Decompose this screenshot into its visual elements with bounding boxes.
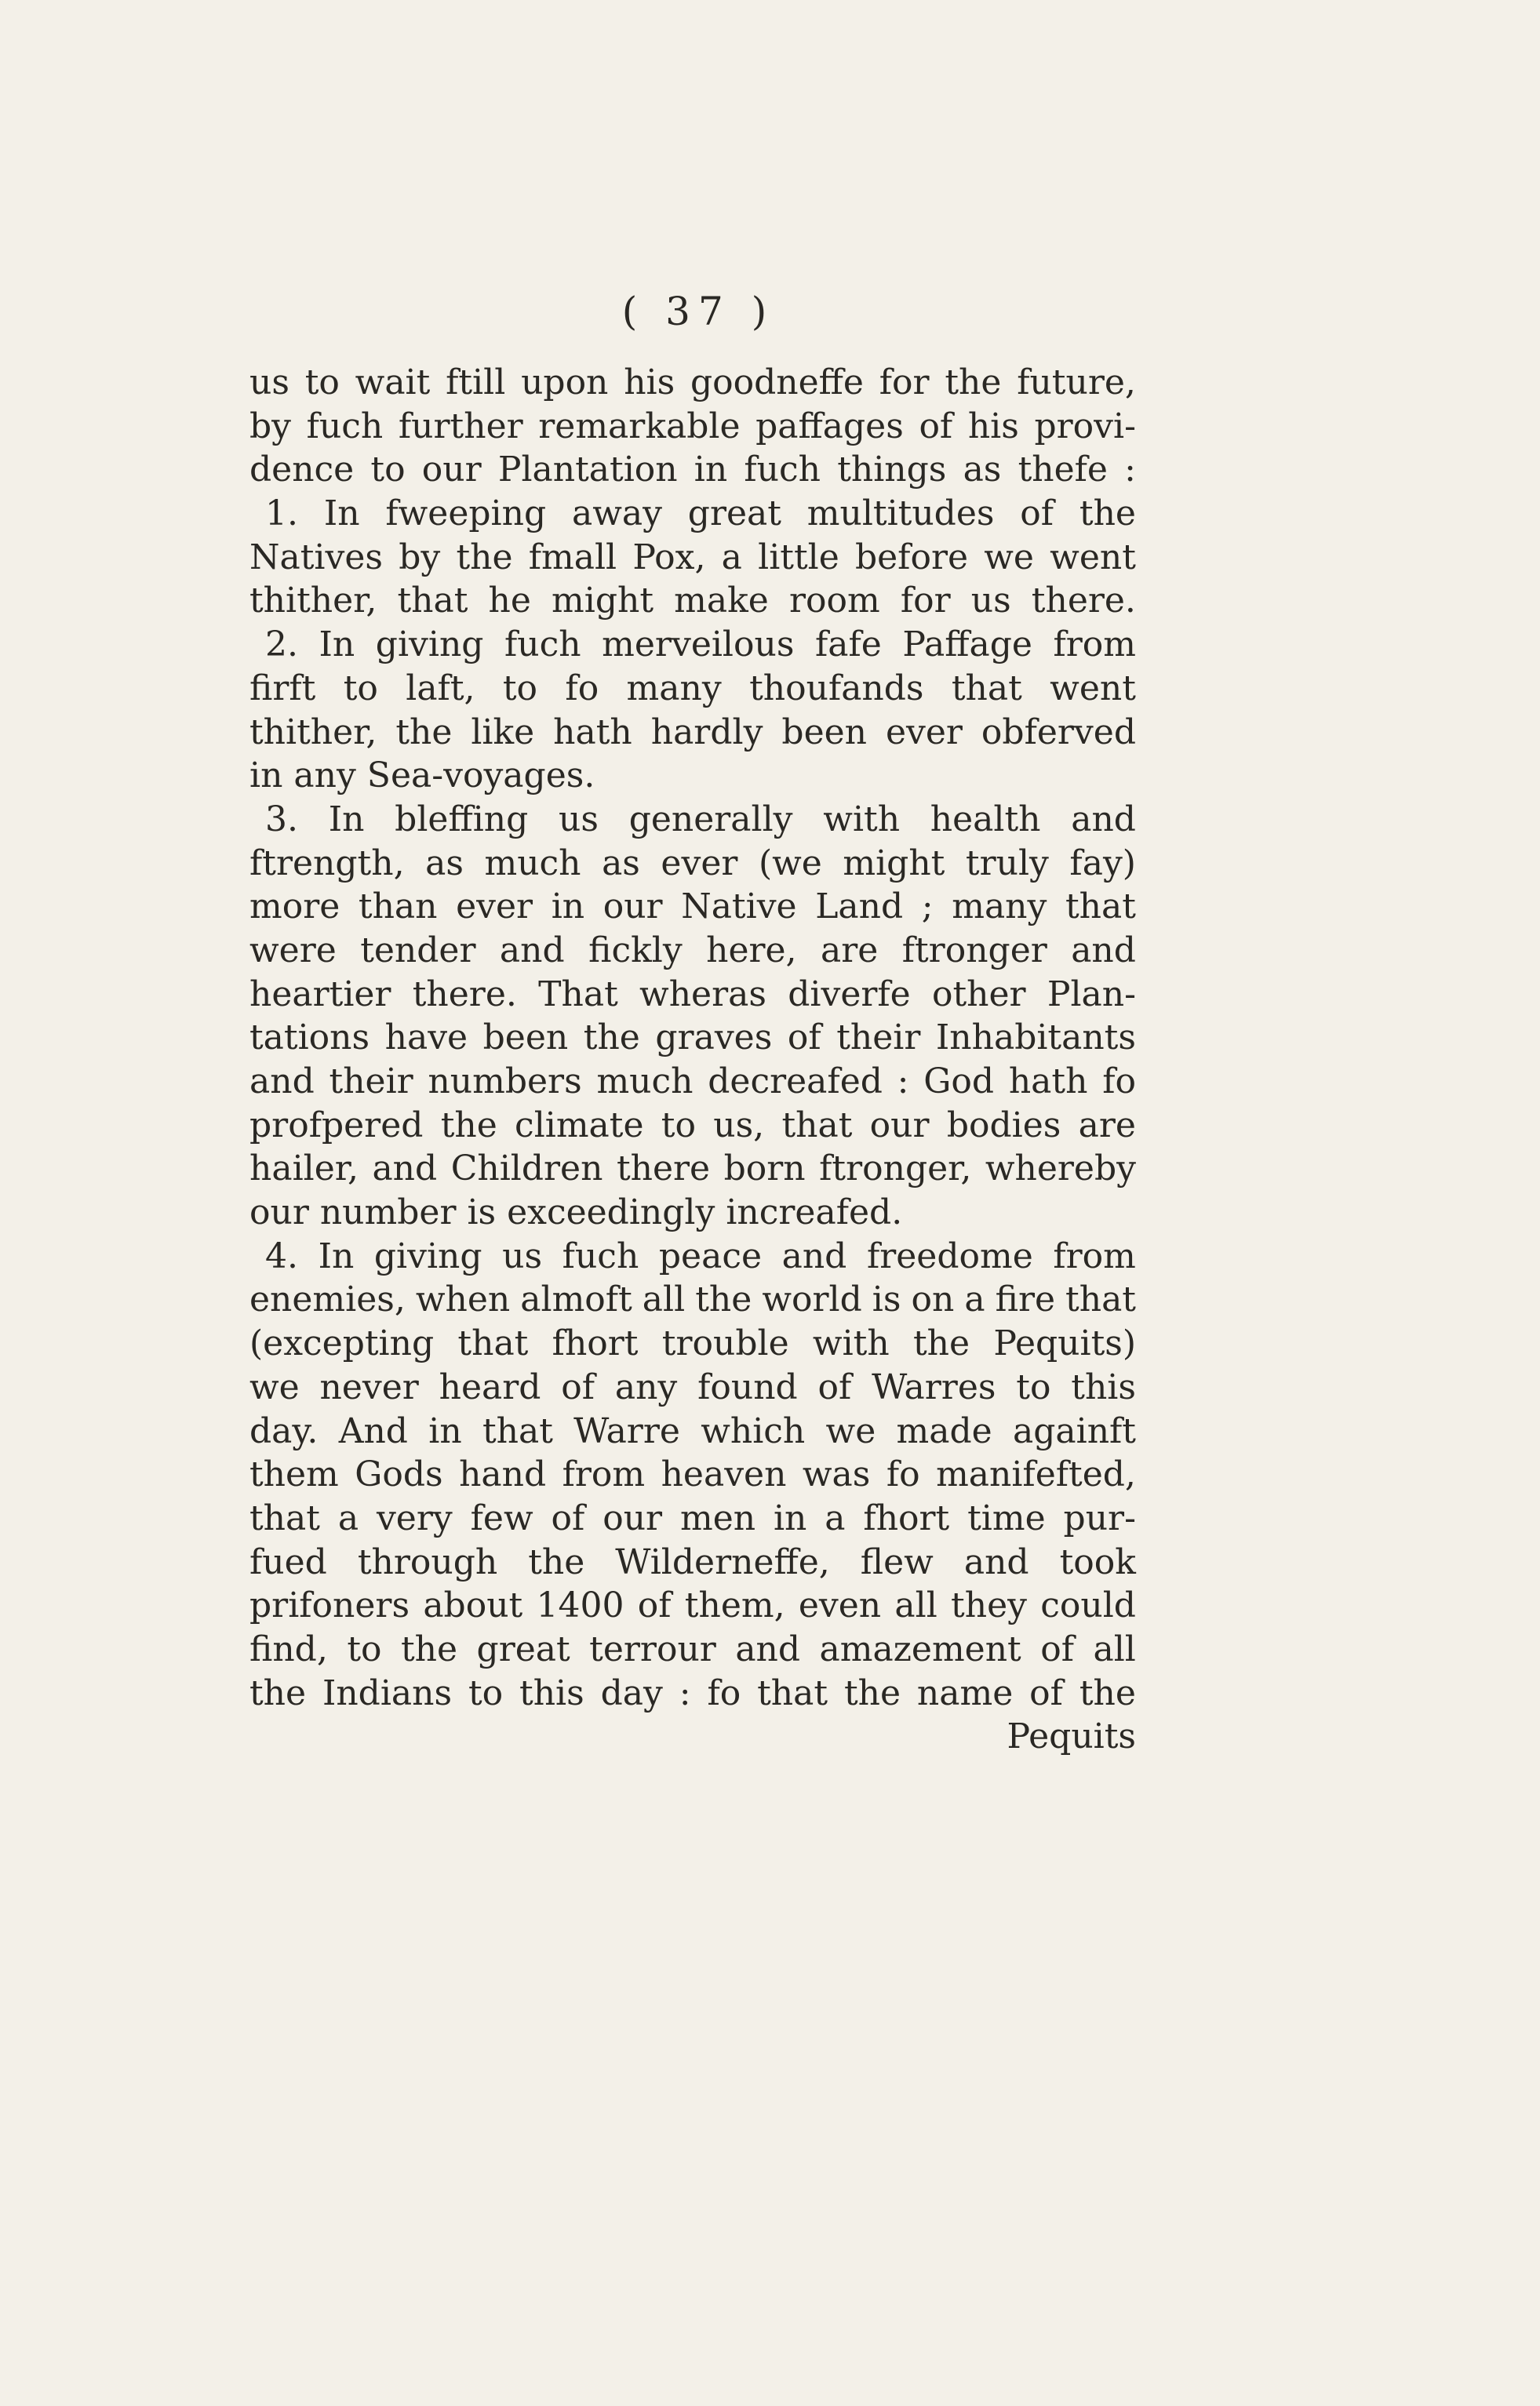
word: fire bbox=[995, 1279, 1056, 1320]
word: Warre bbox=[573, 1410, 680, 1451]
word: us bbox=[502, 1236, 543, 1276]
word: them bbox=[249, 1454, 339, 1495]
word: ; bbox=[921, 886, 934, 927]
word: dence bbox=[249, 450, 355, 490]
word: and bbox=[1071, 799, 1136, 839]
word: which bbox=[701, 1410, 806, 1451]
word: for bbox=[879, 362, 930, 402]
word: againft bbox=[1012, 1410, 1136, 1451]
word: went bbox=[1050, 668, 1136, 708]
text-line bbox=[249, 885, 1136, 929]
word: In bbox=[323, 493, 360, 534]
text-line bbox=[249, 798, 1136, 842]
word: fued bbox=[249, 1542, 327, 1582]
word: are bbox=[1078, 1105, 1136, 1145]
word: been bbox=[781, 712, 867, 752]
word: been bbox=[482, 1017, 569, 1058]
word: away bbox=[571, 493, 662, 534]
word: decreafed bbox=[708, 1061, 883, 1101]
word: that bbox=[1065, 886, 1136, 927]
word: (we bbox=[758, 843, 822, 883]
word: from bbox=[1053, 1236, 1136, 1276]
word: a bbox=[337, 1498, 359, 1538]
word: Warres bbox=[872, 1367, 996, 1407]
word: hailer, bbox=[249, 1148, 359, 1189]
word: the bbox=[395, 712, 453, 752]
word: them, bbox=[684, 1585, 785, 1626]
word: with bbox=[823, 799, 901, 839]
word: us, bbox=[713, 1105, 765, 1145]
word: Inhabitants bbox=[935, 1017, 1136, 1058]
word: heaven bbox=[661, 1454, 787, 1495]
word: prifoners bbox=[249, 1585, 410, 1626]
word: : bbox=[1124, 450, 1136, 490]
word: trouble bbox=[661, 1323, 789, 1364]
word: his bbox=[967, 406, 1019, 446]
word: that bbox=[951, 668, 1022, 708]
word: fo bbox=[1102, 1061, 1136, 1101]
word: ever bbox=[456, 886, 533, 927]
word: heard bbox=[439, 1367, 541, 1407]
word: wheras bbox=[639, 974, 766, 1014]
word: by bbox=[249, 406, 292, 446]
word: fhort bbox=[863, 1498, 950, 1538]
word: a bbox=[721, 537, 742, 577]
word: here, bbox=[706, 930, 797, 970]
word: his bbox=[624, 362, 675, 402]
word: to bbox=[343, 668, 378, 708]
text-line: our number is exceedingly increafed. bbox=[249, 1192, 903, 1233]
word: hath bbox=[553, 712, 632, 752]
text-line bbox=[249, 1497, 1136, 1541]
word: on bbox=[911, 1279, 955, 1320]
word: world bbox=[762, 1279, 862, 1320]
word: 1400 bbox=[536, 1585, 624, 1626]
word: thither, bbox=[249, 712, 377, 752]
word: 1. bbox=[265, 493, 298, 534]
word: 3. bbox=[265, 799, 298, 839]
word: tations bbox=[249, 1017, 370, 1058]
word: in bbox=[773, 1498, 807, 1538]
word: and bbox=[249, 1061, 315, 1101]
text-line bbox=[249, 1584, 1136, 1628]
word: Indians bbox=[322, 1673, 453, 1713]
word: ftronger bbox=[901, 930, 1047, 970]
text-line bbox=[249, 492, 1136, 536]
word: goodneffe bbox=[690, 362, 864, 402]
text-line bbox=[249, 667, 1136, 711]
text-line bbox=[249, 1628, 1136, 1672]
word: day bbox=[600, 1673, 663, 1713]
word: in bbox=[694, 450, 728, 490]
word: bodies bbox=[946, 1105, 1061, 1145]
word: make bbox=[674, 581, 769, 621]
word: further bbox=[398, 406, 523, 446]
word: as bbox=[963, 450, 1002, 490]
word: Plan- bbox=[1047, 974, 1136, 1014]
word: enemies, bbox=[249, 1279, 406, 1320]
text-line bbox=[249, 929, 1136, 973]
word: freedome bbox=[866, 1236, 1033, 1276]
word: time bbox=[967, 1498, 1046, 1538]
word: our bbox=[869, 1105, 930, 1145]
word: the bbox=[583, 1017, 640, 1058]
word: obferved bbox=[981, 712, 1136, 752]
word: health bbox=[930, 799, 1041, 839]
word: a bbox=[964, 1279, 985, 1320]
word: fhort bbox=[552, 1323, 639, 1364]
text-line bbox=[249, 1410, 1136, 1454]
word: and bbox=[1071, 930, 1136, 970]
word: almoft bbox=[520, 1279, 632, 1320]
word: through bbox=[357, 1542, 498, 1582]
word: In bbox=[318, 1236, 355, 1276]
body-text bbox=[249, 361, 1136, 1759]
word: bleffing bbox=[395, 799, 529, 839]
word: born bbox=[723, 1148, 806, 1189]
word: of bbox=[919, 406, 953, 446]
word: Pox, bbox=[632, 537, 706, 577]
word: Natives bbox=[249, 537, 383, 577]
word: hardly bbox=[650, 712, 763, 752]
word: In bbox=[328, 799, 365, 839]
word: firft bbox=[249, 668, 316, 708]
word: ever bbox=[885, 712, 963, 752]
word: of bbox=[787, 1017, 821, 1058]
word: room bbox=[788, 581, 880, 621]
word: us bbox=[559, 799, 599, 839]
word: us bbox=[249, 362, 289, 402]
word: terrour bbox=[589, 1629, 716, 1669]
word: fweeping bbox=[385, 493, 547, 534]
word: they bbox=[951, 1585, 1027, 1626]
word: like bbox=[471, 712, 535, 752]
word: fay) bbox=[1069, 843, 1136, 883]
word: he bbox=[488, 581, 531, 621]
word: laft, bbox=[406, 668, 475, 708]
word: profpered bbox=[249, 1105, 424, 1145]
word: paffages bbox=[755, 406, 904, 446]
word: That bbox=[538, 974, 618, 1014]
word: ftrength, bbox=[249, 843, 405, 883]
word: And bbox=[338, 1410, 408, 1451]
word: we bbox=[984, 537, 1034, 577]
text-line: in any Sea-voyages. bbox=[249, 755, 595, 796]
word: could bbox=[1040, 1585, 1136, 1626]
word: to bbox=[304, 362, 340, 402]
text-line bbox=[249, 1322, 1136, 1366]
catchword: Pequits bbox=[1007, 1716, 1136, 1757]
word: for bbox=[900, 581, 951, 621]
word: of bbox=[551, 1498, 585, 1538]
word: of bbox=[1020, 493, 1054, 534]
text-line bbox=[249, 623, 1136, 667]
text-line bbox=[249, 361, 1136, 405]
word: their bbox=[836, 1017, 921, 1058]
word: and bbox=[372, 1148, 438, 1189]
word: multitudes bbox=[806, 493, 995, 534]
word: generally bbox=[628, 799, 793, 839]
word: to bbox=[347, 1629, 382, 1669]
word: whereby bbox=[985, 1148, 1136, 1189]
word: In bbox=[319, 624, 355, 665]
text-line bbox=[249, 1366, 1136, 1410]
word: the bbox=[843, 1673, 901, 1713]
text-line bbox=[249, 1016, 1136, 1060]
word: from bbox=[1053, 624, 1136, 665]
word: thither, bbox=[249, 581, 377, 621]
word: we bbox=[825, 1410, 876, 1451]
text-line bbox=[249, 405, 1136, 449]
word: hand bbox=[459, 1454, 547, 1495]
word: was bbox=[802, 1454, 871, 1495]
word: that bbox=[1065, 1279, 1136, 1320]
word: things bbox=[837, 450, 947, 490]
word: this bbox=[519, 1673, 584, 1713]
word: there. bbox=[412, 974, 517, 1014]
word: and bbox=[499, 930, 565, 970]
text-line bbox=[249, 1278, 1136, 1322]
word: fo bbox=[565, 668, 599, 708]
word: merveilous bbox=[602, 624, 795, 665]
word: found bbox=[697, 1367, 798, 1407]
word: heartier bbox=[249, 974, 391, 1014]
word: the bbox=[945, 362, 1002, 402]
word: the bbox=[440, 1105, 497, 1145]
word: as bbox=[602, 843, 640, 883]
text-line bbox=[249, 1060, 1136, 1104]
word: of bbox=[637, 1585, 672, 1626]
word: are bbox=[820, 930, 879, 970]
word: peace bbox=[658, 1236, 762, 1276]
word: giving bbox=[375, 624, 484, 665]
word: little bbox=[758, 537, 839, 577]
word: Land bbox=[815, 886, 904, 927]
word: made bbox=[896, 1410, 992, 1451]
word: ftronger, bbox=[819, 1148, 972, 1189]
word: that bbox=[397, 581, 468, 621]
word: us bbox=[970, 581, 1011, 621]
word: Gods bbox=[355, 1454, 443, 1495]
word: never bbox=[319, 1367, 419, 1407]
word: Pequits) bbox=[993, 1323, 1136, 1364]
word: there bbox=[616, 1148, 711, 1189]
word: Plantation bbox=[497, 450, 678, 490]
word: manifefted, bbox=[936, 1454, 1136, 1495]
word: all bbox=[1093, 1629, 1136, 1669]
text-line bbox=[249, 711, 1136, 755]
word: of bbox=[817, 1367, 852, 1407]
word: have bbox=[384, 1017, 468, 1058]
word: great bbox=[687, 493, 781, 534]
word: the bbox=[400, 1629, 458, 1669]
word: that bbox=[249, 1498, 320, 1538]
word: very bbox=[376, 1498, 453, 1538]
word: remarkable bbox=[538, 406, 741, 446]
text-line bbox=[249, 1672, 1136, 1716]
word: might bbox=[552, 581, 654, 621]
word: much bbox=[484, 843, 581, 883]
word: as bbox=[425, 843, 464, 883]
text-line bbox=[249, 1453, 1136, 1497]
word: the bbox=[1079, 493, 1136, 534]
word: God bbox=[923, 1061, 995, 1101]
text-line bbox=[249, 1104, 1136, 1148]
word: fuch bbox=[306, 406, 384, 446]
word: there. bbox=[1031, 581, 1136, 621]
word: we bbox=[249, 1367, 300, 1407]
word: to bbox=[468, 1673, 504, 1713]
word: Wilderneffe, bbox=[615, 1542, 830, 1582]
word: name bbox=[916, 1673, 1014, 1713]
word: Paffage bbox=[902, 624, 1032, 665]
word: about bbox=[423, 1585, 523, 1626]
word: to bbox=[502, 668, 538, 708]
word: upon bbox=[521, 362, 609, 402]
word: any bbox=[614, 1367, 678, 1407]
word: ever bbox=[661, 843, 738, 883]
word: our bbox=[603, 1498, 663, 1538]
word: more bbox=[249, 886, 340, 927]
word: that bbox=[482, 1410, 553, 1451]
word: of bbox=[1029, 1673, 1063, 1713]
word: the bbox=[1079, 1673, 1136, 1713]
word: fo bbox=[886, 1454, 920, 1495]
word: pur- bbox=[1063, 1498, 1136, 1538]
word: flew bbox=[860, 1542, 934, 1582]
word: many bbox=[626, 668, 722, 708]
word: all bbox=[894, 1585, 937, 1626]
word: great bbox=[476, 1629, 570, 1669]
word: than bbox=[358, 886, 438, 927]
word: the bbox=[456, 537, 513, 577]
word: : bbox=[897, 1061, 909, 1101]
word: thoufands bbox=[749, 668, 924, 708]
word: were bbox=[249, 930, 337, 970]
word: in bbox=[428, 1410, 462, 1451]
word: by bbox=[399, 537, 441, 577]
word: : bbox=[679, 1673, 691, 1713]
word: numbers bbox=[428, 1061, 582, 1101]
word: ftill bbox=[446, 362, 506, 402]
word: men bbox=[679, 1498, 756, 1538]
word: from bbox=[562, 1454, 646, 1495]
word: provi- bbox=[1034, 406, 1136, 446]
word: before bbox=[854, 537, 969, 577]
word: of bbox=[561, 1367, 595, 1407]
word: took bbox=[1059, 1542, 1136, 1582]
text-line bbox=[249, 842, 1136, 886]
word: day. bbox=[249, 1410, 319, 1451]
word: other bbox=[932, 974, 1026, 1014]
word: might bbox=[843, 843, 945, 883]
word: when bbox=[415, 1279, 511, 1320]
text-line bbox=[249, 448, 1136, 492]
word: and bbox=[735, 1629, 801, 1669]
word: wait bbox=[355, 362, 431, 402]
text-line bbox=[249, 973, 1136, 1017]
word: thefe bbox=[1018, 450, 1108, 490]
word: diverfe bbox=[788, 974, 911, 1014]
word: few bbox=[470, 1498, 533, 1538]
word: the bbox=[528, 1542, 585, 1582]
text-line bbox=[249, 1541, 1136, 1585]
word: 2. bbox=[265, 624, 298, 665]
word: to bbox=[370, 450, 406, 490]
word: tender bbox=[360, 930, 476, 970]
word: even bbox=[798, 1585, 882, 1626]
text-line bbox=[249, 1235, 1136, 1279]
word: went bbox=[1050, 537, 1136, 577]
word: Native bbox=[681, 886, 797, 927]
word: find, bbox=[249, 1629, 328, 1669]
word: fuch bbox=[504, 624, 581, 665]
word: amazement bbox=[819, 1629, 1021, 1669]
word: fmall bbox=[528, 537, 617, 577]
page-number: ( 37 ) bbox=[621, 289, 775, 334]
word: that bbox=[757, 1673, 828, 1713]
word: a bbox=[825, 1498, 846, 1538]
word: climate bbox=[515, 1105, 644, 1145]
word: that bbox=[781, 1105, 853, 1145]
word: their bbox=[329, 1061, 413, 1101]
word: graves bbox=[655, 1017, 773, 1058]
word: with bbox=[812, 1323, 890, 1364]
word: the bbox=[249, 1673, 307, 1713]
word: 4. bbox=[265, 1236, 298, 1276]
word: to bbox=[1016, 1367, 1051, 1407]
word: fuch bbox=[562, 1236, 639, 1276]
word: that bbox=[457, 1323, 529, 1364]
text-line bbox=[249, 579, 1136, 623]
word: fo bbox=[707, 1673, 741, 1713]
word: fickly bbox=[588, 930, 683, 970]
word: hath bbox=[1008, 1061, 1088, 1101]
text-line bbox=[249, 1147, 1136, 1191]
text-line bbox=[249, 536, 1136, 580]
word: future, bbox=[1017, 362, 1136, 402]
word: (excepting bbox=[249, 1323, 435, 1364]
word: much bbox=[596, 1061, 694, 1101]
word: fuch bbox=[744, 450, 821, 490]
word: giving bbox=[373, 1236, 482, 1276]
word: in bbox=[551, 886, 585, 927]
word: and bbox=[781, 1236, 847, 1276]
word: Children bbox=[450, 1148, 603, 1189]
word: many bbox=[952, 886, 1047, 927]
word: our bbox=[603, 886, 663, 927]
word: is bbox=[872, 1279, 901, 1320]
word: our bbox=[421, 450, 482, 490]
word: of bbox=[1040, 1629, 1075, 1669]
word: truly bbox=[965, 843, 1049, 883]
word: the bbox=[695, 1279, 752, 1320]
word: all bbox=[642, 1279, 686, 1320]
word: fafe bbox=[814, 624, 882, 665]
word: this bbox=[1071, 1367, 1136, 1407]
word: to bbox=[661, 1105, 696, 1145]
word: the bbox=[912, 1323, 970, 1364]
word: and bbox=[963, 1542, 1029, 1582]
